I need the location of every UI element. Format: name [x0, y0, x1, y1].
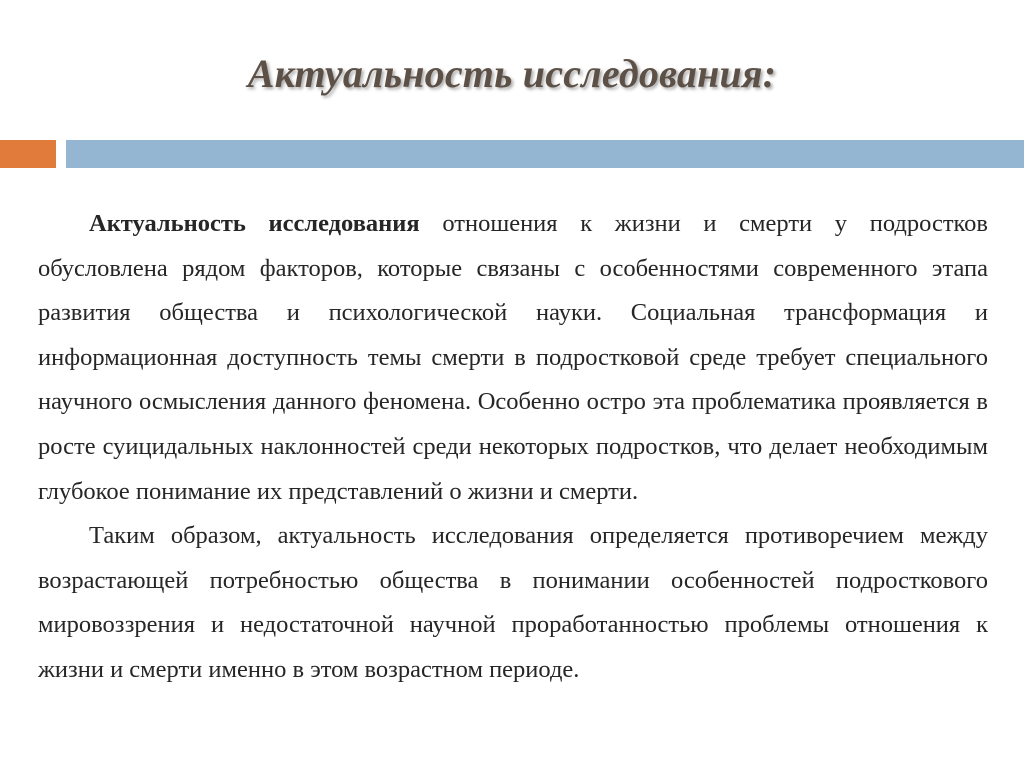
slide-title: Актуальность исследования:	[247, 51, 777, 96]
slide-body	[38, 202, 988, 693]
accent-bar-blue	[66, 140, 1024, 168]
accent-bar-orange	[0, 140, 56, 168]
paragraph-bold-lead: Актуальность исследования	[89, 210, 420, 237]
body-paragraph-1	[38, 202, 988, 514]
paragraph-1-text: отношения к жизни и смерти у подростков обусловлена рядом факторов, которые связаны с особенностями современного этапа развития общества и психологической науки. Социальная трансформация и информационная доступность темы смерти в подростковой среде требует специального научного осмысления данного феномена. Особенно остро эта проблематика проявляется в росте суицидальных наклонностей среди некоторых подростков, что делает необходимым глубокое понимание их представлений о жизни и смерти.	[38, 210, 988, 505]
body-paragraph-2: Таким образом, актуальность исследования определяется противоречием между возрастающей потребностью общества в понимании особенностей подросткового мировоззрения и недостаточной научной проработанностью проблемы отношения к жизни и смерти именно в этом возрастном периоде.	[38, 522, 988, 683]
